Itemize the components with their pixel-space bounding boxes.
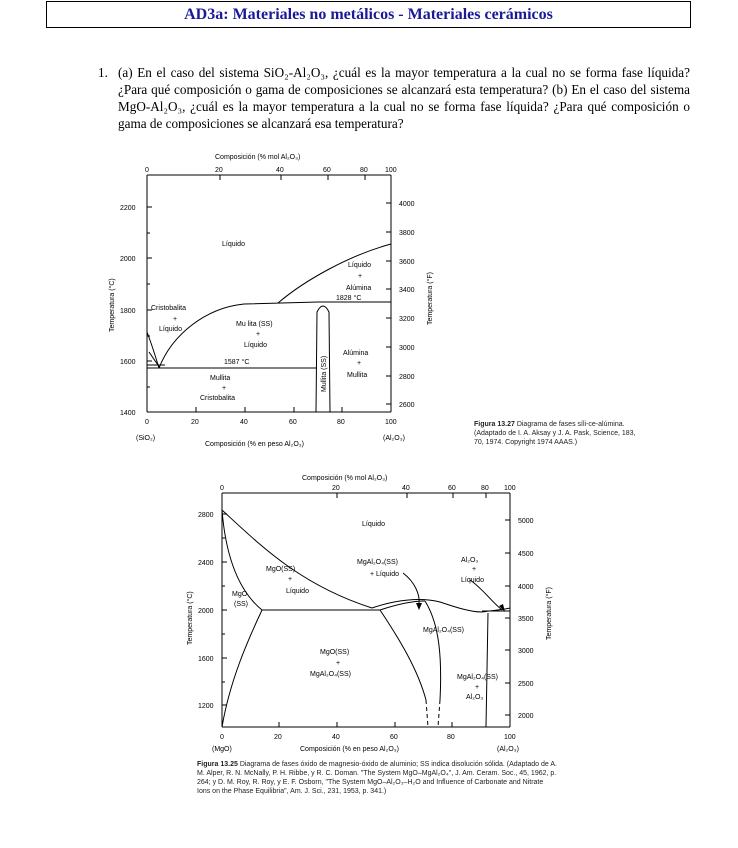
fig1-label-1828: 1828 °C <box>336 295 362 302</box>
fig1-label-mullite-liq: Líquido <box>244 342 267 349</box>
fig1-label-mull-crist: Mullita <box>210 375 231 382</box>
fig1-top-tick: 40 <box>276 167 284 174</box>
fig1-left-tick: 1800 <box>120 308 136 315</box>
fig1-top-tick: 100 <box>385 167 397 174</box>
fig2-left-tick: 2800 <box>198 512 214 519</box>
fig2-top-axis-title: Composición (% mol Al₂O₃) <box>302 475 388 482</box>
fig2-spinel-liquidus <box>372 600 482 612</box>
figure-mgo-al2o3-diagram <box>180 465 560 760</box>
fig2-label-al-liq: + <box>472 566 477 573</box>
figure1-caption-text: Diagrama de fases síli-ce-alúmina. (Adaptado de I. A. Aksay y J. A. Pask, Science, 183, 70, 1974. Copyright 1974 AAAS.) <box>474 421 636 446</box>
fig2-spinel-solvus-right <box>425 601 441 700</box>
fig2-bottom-tick: 40 <box>332 734 340 741</box>
fig1-top-axis-title: Composición (% mol Al₂O₃) <box>215 154 301 161</box>
fig2-label-al-liq: Líquido <box>461 577 484 584</box>
fig2-label-mgo-spinel: + <box>336 660 341 667</box>
page-header <box>46 1 691 28</box>
fig1-right-tick: 3200 <box>399 316 415 323</box>
fig1-label-crist-liq: Líquido <box>159 326 182 333</box>
fig1-right-tick: 4000 <box>399 201 415 208</box>
fig1-left-tick: 2200 <box>120 205 136 212</box>
fig2-top-tick: 80 <box>481 485 489 492</box>
fig2-left-axis-title: Temperatura (°C) <box>187 591 194 645</box>
fig2-label-liquid: Líquido <box>362 521 385 528</box>
question-1 <box>98 64 690 132</box>
fig1-bottom-axis-title: Composición (% en peso Al₂O₃) <box>205 441 304 448</box>
fig2-left-tick: 1200 <box>198 703 214 710</box>
figure2-caption-label: Figura 13.25 <box>197 761 238 768</box>
fig2-label-spinel-liq: + Líquido <box>370 571 399 578</box>
figure1-caption <box>474 420 638 447</box>
fig1-bottom-tick: 0 <box>145 419 149 426</box>
fig2-label-mgo-liq: MgO(SS) <box>266 566 296 573</box>
fig1-right-axis-title: Temperatura (°F) <box>427 272 434 325</box>
fig2-right-tick: 5000 <box>518 518 534 525</box>
fig1-label-mull-crist: Cristobalita <box>200 395 236 402</box>
fig2-label-spinel-liq: MgAl₂O₄(SS) <box>357 559 398 566</box>
fig2-label-spinel-al: Al₂O₃ <box>466 694 484 701</box>
question-number: 1. <box>98 65 108 80</box>
fig1-left-tick: 1400 <box>120 410 136 417</box>
fig2-label-mgo-ss: MgO <box>232 591 248 598</box>
fig1-right-end: (Al₂O₃) <box>383 435 405 442</box>
fig2-right-tick: 4500 <box>518 551 534 558</box>
fig2-label-mgo-ss: (SS) <box>234 601 248 608</box>
fig1-label-liq-alumina: Alúmina <box>346 285 372 292</box>
page-title: AD3a: Materiales no metálicos - Materiales cerámicos <box>184 6 553 23</box>
fig2-label-spinel-al: MgAl₂O₄(SS) <box>457 674 498 681</box>
fig1-label-liq-alumina: + <box>358 273 363 280</box>
fig2-label-mgo-liq: + <box>288 576 293 583</box>
fig1-label-mullite-liq: Mu lita (SS) <box>236 321 273 328</box>
fig2-spinel-solvus-left <box>380 610 426 700</box>
fig2-right-tick: 3500 <box>518 616 534 623</box>
fig2-right-end: (Al₂O₃) <box>497 746 519 753</box>
fig2-left-end: (MgO) <box>212 746 232 753</box>
question-text: (a) En el caso del sistema SiO₂-Al₂O₃, ¿cuál es la mayor temperatura a la cual no se forma fase líquida? ¿Para qué composición o gama de composiciones se alcanzará esta temperatura? (b) En el caso del sistema MgO-Al₂O₃, ¿cuál es la mayor temperatura a la cual no se forma fase líquida? ¿Para qué composición o gama de composiciones se alcanzará esa temperatura? <box>118 65 690 131</box>
fig1-label-1587: 1587 °C <box>224 359 250 366</box>
fig1-bottom-tick: 60 <box>289 419 297 426</box>
fig1-top-tick: 60 <box>323 167 331 174</box>
fig1-bottom-tick: 100 <box>385 419 397 426</box>
fig2-right-axis-title: Temperatura (°F) <box>546 587 553 640</box>
fig1-top-tick: 20 <box>215 167 223 174</box>
fig1-label-mullite-liq: + <box>256 331 261 338</box>
fig1-left-axis-title: Temperatura (°C) <box>109 278 116 332</box>
fig2-mgo-solvus <box>222 610 262 727</box>
fig2-left-tick: 2400 <box>198 560 214 567</box>
fig2-label-mgo-liq: Líquido <box>286 588 309 595</box>
fig1-right-tick: 3600 <box>399 259 415 266</box>
fig1-label-mullite-ss: Mullita (SS) <box>321 355 328 392</box>
fig2-bottom-tick: 100 <box>504 734 516 741</box>
fig1-right-tick: 3800 <box>399 230 415 237</box>
fig1-bottom-tick: 40 <box>240 419 248 426</box>
fig2-top-tick: 0 <box>220 485 224 492</box>
fig1-label-crist-liq: Cristobalita <box>151 305 187 312</box>
figure2-caption-text: Diagrama de fases óxido de magnesio-óxido de aluminio; SS indica disolución sólida. (Adaptado de A. M. Alper, R. N. McNally, P. H. Ribbe, y R. C. Doman. "The System MgO–MgAl₂O₄", J. Am. Ceram. Soc., 45, 1962, p. 264; y D. M. Roy, R. Roy, y E. F. Osborn, "The System MgO–Al₂O₃–H₂O and Influence of Carbonate and Nitrate Ions on the Phase Equilibria", Am. J. Sci., 231, 1953, p. 341.) <box>197 761 557 795</box>
fig2-left-tick: 1600 <box>198 656 214 663</box>
fig1-label-alum-mull: Mullita <box>347 372 368 379</box>
fig2-top-tick: 20 <box>332 485 340 492</box>
fig1-top-tick: 80 <box>360 167 368 174</box>
fig2-top-tick: 40 <box>402 485 410 492</box>
fig2-top-tick: 60 <box>448 485 456 492</box>
fig1-label-mull-crist: + <box>222 385 227 392</box>
fig2-bottom-tick: 20 <box>274 734 282 741</box>
fig1-right-tick: 3000 <box>399 345 415 352</box>
fig1-left-tick: 2000 <box>120 256 136 263</box>
fig1-label-crist-liq: + <box>173 316 178 323</box>
fig2-label-mgo-spinel: MgO(SS) <box>320 649 350 656</box>
fig1-bottom-tick: 80 <box>337 419 345 426</box>
fig2-right-tick: 2500 <box>518 681 534 688</box>
fig2-bottom-tick: 80 <box>447 734 455 741</box>
fig1-right-tick: 3400 <box>399 287 415 294</box>
fig1-label-liq-alumina: Líquido <box>348 262 371 269</box>
fig1-label-alum-mull: Alúmina <box>343 350 369 357</box>
fig2-label-al-liq: Al₂O₃ <box>461 557 479 564</box>
fig1-liquidus-left <box>147 332 159 368</box>
fig1-liquidus-alumina <box>278 244 391 303</box>
fig2-label-mgo-spinel: MgAl₂O₄(SS) <box>310 671 351 678</box>
fig1-top-tick: 0 <box>145 167 149 174</box>
fig2-top-tick: 100 <box>504 485 516 492</box>
fig2-right-tick: 4000 <box>518 584 534 591</box>
fig2-label-spinel-al: + <box>475 684 480 691</box>
fig2-bottom-tick: 60 <box>390 734 398 741</box>
fig1-label-alum-mull: + <box>357 360 362 367</box>
fig1-label-liquid: Líquido <box>222 241 245 248</box>
fig2-right-tick: 3000 <box>518 648 534 655</box>
fig2-bottom-tick: 0 <box>220 734 224 741</box>
figure2-caption <box>197 760 557 796</box>
fig2-left-tick: 2000 <box>198 608 214 615</box>
fig1-left-tick: 1600 <box>120 359 136 366</box>
fig1-bottom-tick: 20 <box>191 419 199 426</box>
fig1-left-end: (SiO₂) <box>136 435 156 442</box>
fig2-bottom-axis-title: Composición (% en peso Al₂O₃) <box>300 746 399 753</box>
fig1-right-tick: 2800 <box>399 374 415 381</box>
figure-sio2-al2o3-diagram <box>100 145 440 455</box>
fig2-label-spinel-ss: MgAl₂O₄(SS) <box>423 627 464 634</box>
fig2-right-tick: 2000 <box>518 713 534 720</box>
figure1-caption-label: Figura 13.27 <box>474 421 515 428</box>
fig1-right-tick: 2600 <box>399 402 415 409</box>
